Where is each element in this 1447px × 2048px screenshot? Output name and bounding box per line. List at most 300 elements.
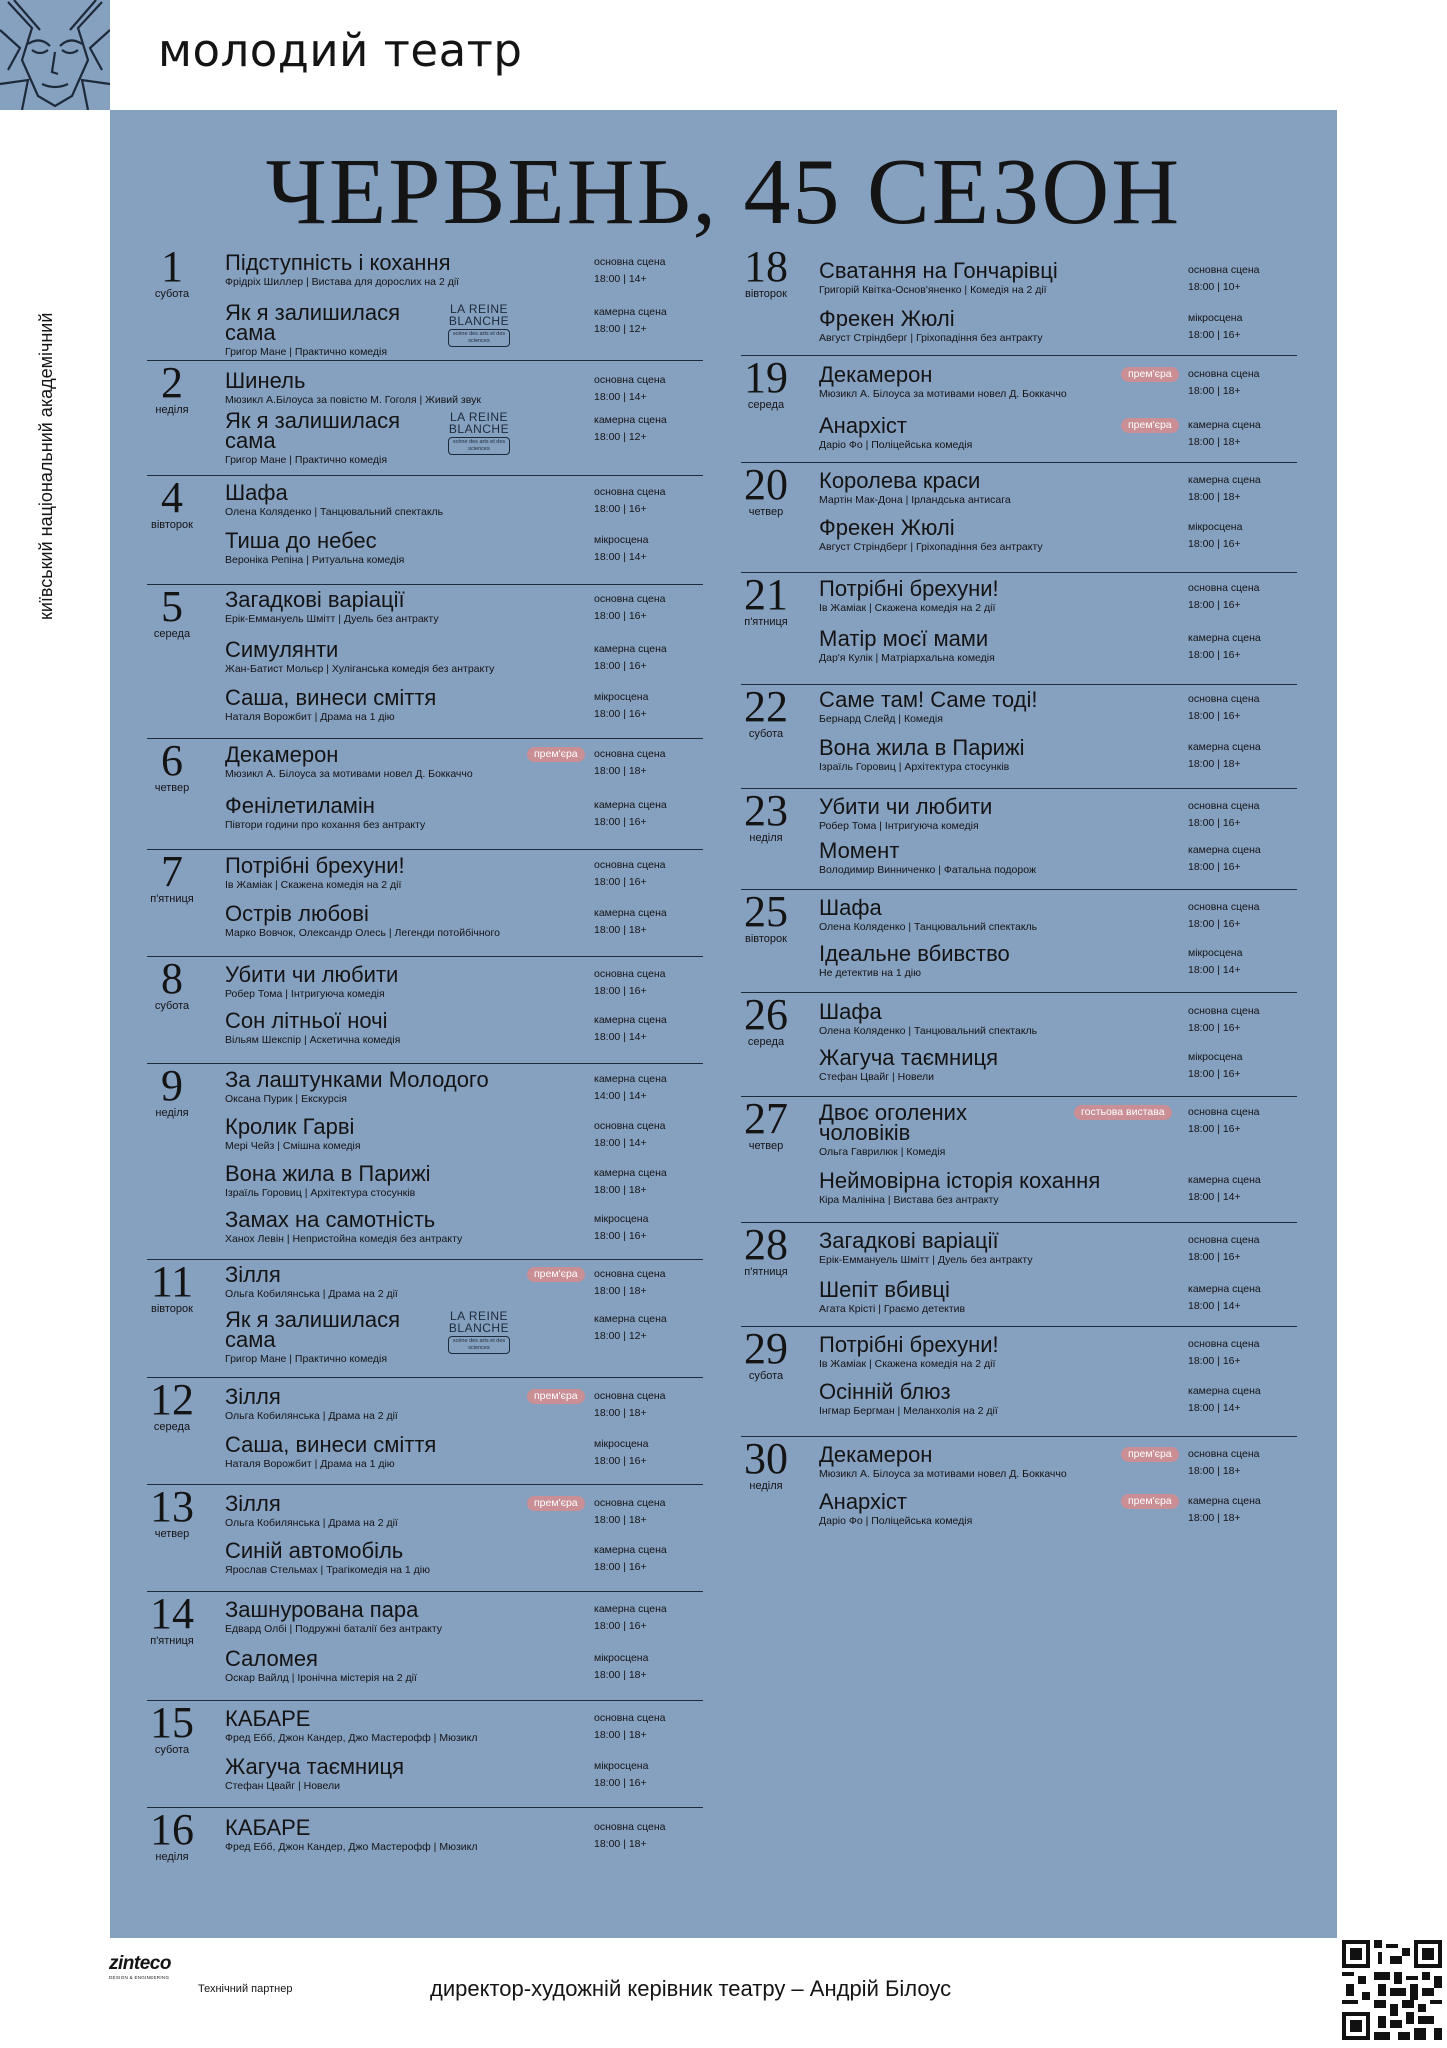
performance-title[interactable]: Потрібні брехуни! (819, 1332, 999, 1357)
performance-entry[interactable] (225, 408, 703, 466)
venue-name: камерна сцена (1188, 1174, 1261, 1186)
day-of-week: неділя (155, 404, 189, 416)
performance-venue (1188, 519, 1242, 553)
performance-details: Ів Жаміак | Скажена комедія на 2 дії (819, 1358, 996, 1370)
performance-details: Мартін Мак-Дона | Ірландська антисага (819, 494, 1011, 506)
performance-details: Едвард Олбі | Подружні баталії без антракту (225, 1623, 443, 1635)
time-age: 18:00 | 14+ (594, 1031, 647, 1043)
performance-venue (594, 1542, 667, 1576)
performance-details: Оскар Вайлд | Іронічна містерія на 2 дії (225, 1672, 417, 1684)
performance-title[interactable]: Осінній блюз (819, 1379, 951, 1404)
venue-name: основна сцена (1188, 693, 1260, 705)
venue-name: камерна сцена (1188, 1283, 1261, 1295)
la-reine-blanche-logo (448, 1310, 510, 1354)
performance-venue (1188, 1003, 1260, 1037)
day-number: 19 (744, 353, 788, 402)
day-block (741, 1220, 1297, 1327)
la-reine-blanche-logo (448, 411, 510, 455)
performance-entry[interactable] (225, 685, 703, 723)
performance-venue (594, 1311, 667, 1345)
time-age: 18:00 | 16+ (594, 876, 647, 888)
performance-details: Інгмар Бергман | Меланхолія на 2 дії (819, 1405, 998, 1417)
time-age: 18:00 | 14+ (1188, 1300, 1241, 1312)
performance-details: Ізраїль Горовиц | Архітектура стосунків (225, 1187, 416, 1199)
reine-line-2: BLANCHE (448, 314, 510, 328)
reine-line-1: LA REINE (449, 1309, 509, 1323)
venue-name: камерна сцена (594, 1313, 667, 1325)
performance-title[interactable]: Загадкові варіації (819, 1228, 999, 1253)
day-of-week: п'ятниця (744, 616, 788, 628)
day-of-week: середа (153, 1421, 191, 1433)
venue-name: мікросцена (594, 1213, 649, 1225)
time-age: 18:00 | 14+ (594, 1137, 647, 1149)
performance-entry[interactable] (225, 1114, 703, 1152)
performance-venue (594, 1601, 667, 1635)
performance-entry[interactable] (225, 1384, 703, 1422)
time-age: 18:00 | 16+ (1188, 649, 1241, 661)
performance-entry[interactable] (225, 587, 703, 625)
venue-name: основна сцена (594, 1268, 666, 1280)
performance-entry[interactable] (819, 1379, 1297, 1417)
performance-details: Мюзикл А. Білоуса за мотивами новел Д. Боккаччо (819, 1468, 1067, 1480)
time-age: 18:00 | 16+ (594, 1455, 647, 1467)
reine-line-2: BLANCHE (448, 1321, 510, 1335)
performance-details: Стефан Цвайг | Новели (225, 1780, 340, 1792)
day-number: 2 (161, 358, 183, 407)
performance-entry[interactable] (819, 258, 1297, 296)
performance-details: Мюзикл А. Білоуса за мотивами новел Д. Боккаччо (225, 768, 473, 780)
performance-venue (1188, 1383, 1261, 1417)
performance-details: Не детектив на 1 дію (819, 967, 922, 979)
day-number: 15 (150, 1698, 194, 1747)
performance-title[interactable]: Вона жила в Парижі (819, 735, 1025, 760)
performance-entry[interactable] (819, 576, 1297, 614)
performance-entry[interactable] (225, 962, 703, 1000)
performance-venue (594, 1012, 667, 1046)
reine-line-1: LA REINE (449, 410, 509, 424)
performance-details: Стефан Цвайг | Новели (819, 1071, 934, 1083)
day-of-week: субота (154, 1000, 190, 1012)
performance-title[interactable]: Жагуча таємниця (225, 1754, 404, 1779)
day-number: 28 (744, 1220, 788, 1269)
performance-title[interactable]: Як я залишилася сама (225, 1307, 401, 1352)
performance-title[interactable]: Неймовірна історія кохання (819, 1168, 1101, 1193)
venue-name: мікросцена (1188, 312, 1243, 324)
day-of-week: п'ятниця (744, 1266, 788, 1278)
performance-entry[interactable] (819, 1489, 1297, 1527)
performance-venue (594, 254, 666, 288)
venue-name: основна сцена (594, 593, 666, 605)
time-age: 18:00 | 16+ (1188, 329, 1241, 341)
performance-title[interactable]: Убити чи любити (225, 962, 399, 987)
day-block (147, 954, 703, 1064)
performance-details: Олена Коляденко | Танцювальний спектакль (225, 506, 444, 518)
performance-entry[interactable] (225, 793, 703, 831)
venue-name: камерна сцена (594, 1167, 667, 1179)
day-of-week: четвер (154, 1528, 190, 1540)
performance-details: Володимир Винниченко | Фатальна подорож (819, 864, 1036, 876)
premiere-badge: прем'єра (1121, 1447, 1179, 1462)
day-of-week: неділя (155, 1107, 189, 1119)
performance-title[interactable]: Потрібні брехуни! (819, 576, 999, 601)
performance-venue (1188, 1336, 1260, 1370)
day-of-week: четвер (748, 506, 784, 518)
performance-title[interactable]: Анархіст (819, 413, 908, 438)
time-age: 18:00 | 18+ (1188, 385, 1241, 397)
performance-entry[interactable] (819, 895, 1297, 933)
performance-details: Олена Коляденко | Танцювальний спектакль (819, 921, 1038, 933)
time-age: 18:00 | 18+ (594, 1669, 647, 1681)
performance-entry[interactable] (225, 1646, 703, 1684)
performance-entry[interactable] (225, 901, 703, 939)
day-number: 27 (744, 1094, 788, 1143)
performance-details: Бернард Слейд | Комедія (819, 713, 943, 725)
time-age: 18:00 | 16+ (594, 660, 647, 672)
performance-details: Наталя Ворожбит | Драма на 1 дію (225, 1458, 395, 1470)
performance-entry[interactable] (819, 626, 1297, 664)
premiere-badge: прем'єра (1121, 1494, 1179, 1509)
performance-title[interactable]: Анархіст (819, 1489, 908, 1514)
performance-venue (1188, 630, 1261, 664)
performance-title[interactable]: Шафа (819, 895, 882, 920)
performance-title[interactable]: Момент (819, 838, 900, 863)
day-block (147, 1482, 703, 1592)
performance-title[interactable]: Зашнурована пара (225, 1597, 419, 1622)
performance-venue (594, 484, 666, 518)
time-age: 18:00 | 12+ (594, 1330, 647, 1342)
theatre-subtitle: київський національний академічний (36, 312, 56, 620)
performance-title[interactable]: Королева краси (819, 468, 981, 493)
performance-title[interactable]: КАБАРЕ (225, 1815, 311, 1840)
performance-entry[interactable] (819, 794, 1297, 832)
performance-title[interactable]: Зілля (225, 1491, 281, 1516)
performance-entry[interactable] (819, 735, 1297, 773)
performance-title[interactable]: Шепіт вбивці (819, 1277, 950, 1302)
day-block (147, 473, 703, 585)
performance-entry[interactable] (819, 999, 1297, 1037)
performance-title[interactable]: Зілля (225, 1384, 281, 1409)
performance-venue (594, 1495, 666, 1529)
day-block (147, 1061, 703, 1260)
performance-entry[interactable] (225, 1706, 703, 1744)
reine-line-2: BLANCHE (448, 422, 510, 436)
performance-details: Фред Ебб, Джон Кандер, Джо Мастерофф | Мюзикл (225, 1732, 478, 1744)
day-block (147, 1698, 703, 1808)
day-of-week: п'ятниця (150, 1635, 194, 1647)
day-number: 7 (161, 847, 183, 896)
performance-venue (594, 1165, 667, 1199)
day-of-week: четвер (154, 782, 190, 794)
performance-title[interactable]: Декамерон (819, 1442, 933, 1467)
performance-venue (594, 1710, 666, 1744)
performance-details: Ольга Гаврилюк | Комедія (819, 1146, 946, 1158)
performance-title[interactable]: КАБАРЕ (225, 1706, 311, 1731)
performance-entry[interactable] (819, 306, 1297, 344)
day-block (741, 1434, 1297, 1537)
performance-title[interactable]: Шафа (819, 999, 882, 1024)
time-age: 18:00 | 10+ (1188, 281, 1241, 293)
performance-venue (594, 857, 666, 891)
venue-name: основна сцена (594, 1390, 666, 1402)
time-age: 18:00 | 18+ (1188, 1465, 1241, 1477)
performance-entry[interactable] (225, 1008, 703, 1046)
performance-venue (1188, 580, 1260, 614)
venue-name: мікросцена (594, 1760, 649, 1772)
time-age: 18:00 | 14+ (1188, 1402, 1241, 1414)
venue-name: камерна сцена (594, 1014, 667, 1026)
performance-details: Даріо Фо | Поліцейська комедія (819, 1515, 973, 1527)
performance-title[interactable]: Саша, винеси сміття (225, 1432, 437, 1457)
performance-venue (594, 746, 666, 780)
performance-venue (1188, 945, 1242, 979)
performance-entry[interactable] (225, 1307, 703, 1365)
day-of-week: неділя (155, 1851, 189, 1863)
performance-title[interactable]: Сон літньої ночі (225, 1008, 388, 1033)
time-age: 18:00 | 18+ (594, 765, 647, 777)
performance-entry[interactable] (225, 637, 703, 675)
performance-title[interactable]: Синій автомобіль (225, 1538, 404, 1563)
performance-title[interactable]: Шафа (225, 480, 288, 505)
day-block (147, 847, 703, 957)
time-age: 18:00 | 16+ (594, 610, 647, 622)
performance-details: Ерік-Еммануель Шмітт | Дуель без антракту (819, 1254, 1033, 1266)
day-block (147, 736, 703, 850)
venue-name: основна сцена (594, 1497, 666, 1509)
day-number: 16 (150, 1805, 194, 1854)
performance-entry[interactable] (225, 1815, 703, 1853)
performance-title[interactable]: Декамерон (819, 362, 933, 387)
venue-name: камерна сцена (594, 1544, 667, 1556)
performance-entry[interactable] (819, 1168, 1297, 1206)
venue-name: камерна сцена (594, 1073, 667, 1085)
time-age: 18:00 | 18+ (594, 924, 647, 936)
venue-name: основна сцена (594, 1821, 666, 1833)
performance-venue (1188, 1232, 1260, 1266)
performance-title[interactable]: Симулянти (225, 637, 339, 662)
performance-entry[interactable] (225, 1432, 703, 1470)
performance-venue (1188, 262, 1260, 296)
performance-entry[interactable] (225, 528, 703, 566)
venue-name: основна сцена (1188, 1448, 1260, 1460)
performance-details: Агата Крісті | Граємо детектив (819, 1303, 966, 1315)
performance-entry[interactable] (225, 1754, 703, 1792)
performance-entry[interactable] (225, 1538, 703, 1576)
performance-details: Фред Ебб, Джон Кандер, Джо Мастерофф | Мюзикл (225, 1841, 478, 1853)
performance-entry[interactable] (819, 468, 1297, 506)
venue-name: камерна сцена (1188, 1495, 1261, 1507)
reine-subtitle: scène des arts et des sciences (448, 329, 510, 347)
performance-entry[interactable] (819, 362, 1297, 400)
performance-venue (1188, 1493, 1261, 1527)
performance-title[interactable]: Зілля (225, 1262, 281, 1287)
venue-name: основна сцена (594, 486, 666, 498)
time-age: 18:00 | 18+ (1188, 1512, 1241, 1524)
day-of-week: неділя (749, 832, 783, 844)
time-age: 18:00 | 16+ (594, 1230, 647, 1242)
performance-title[interactable]: Підступність і кохання (225, 250, 451, 275)
performance-title[interactable]: Острів любові (225, 901, 369, 926)
performance-title[interactable]: Декамерон (225, 742, 339, 767)
performance-entry[interactable] (819, 1332, 1297, 1370)
venue-name: камерна сцена (1188, 632, 1261, 644)
time-age: 18:00 | 16+ (1188, 710, 1241, 722)
venue-name: камерна сцена (1188, 474, 1261, 486)
performance-details: Вільям Шекспір | Аскетична комедія (225, 1034, 401, 1046)
day-number: 5 (161, 582, 183, 631)
venue-name: основна сцена (594, 1120, 666, 1132)
venue-name: камерна сцена (1188, 419, 1261, 431)
performance-venue (1188, 366, 1260, 400)
day-block (741, 887, 1297, 993)
performance-details: Вероніка Репіна | Ритуальна комедія (225, 554, 405, 566)
performance-venue (594, 689, 648, 723)
performance-venue (594, 1071, 667, 1105)
performance-title[interactable]: Саломея (225, 1646, 318, 1671)
venue-name: камерна сцена (594, 306, 667, 318)
performance-details: Кіра Малініна | Вистава без антракту (819, 1194, 999, 1206)
time-age: 18:00 | 14+ (1188, 1191, 1241, 1203)
performance-title[interactable]: Саша, винеси сміття (225, 685, 437, 710)
venue-name: основна сцена (594, 748, 666, 760)
time-age: 18:00 | 12+ (594, 431, 647, 443)
performance-title[interactable]: Матір моєї мами (819, 626, 989, 651)
day-of-week: субота (154, 1744, 190, 1756)
performance-venue (594, 591, 666, 625)
performance-venue (1188, 739, 1261, 773)
performance-venue (594, 304, 667, 338)
performance-details: Олена Коляденко | Танцювальний спектакль (819, 1025, 1038, 1037)
performance-title[interactable]: Саме там! Саме тоді! (819, 687, 1038, 712)
performance-entry[interactable] (225, 480, 703, 518)
day-block (147, 358, 703, 476)
performance-entry[interactable] (819, 838, 1297, 876)
performance-entry[interactable] (819, 1277, 1297, 1315)
performance-details: Оксана Пурик | Екскурсія (225, 1093, 347, 1105)
performance-title[interactable]: Фрекен Жюлі (819, 515, 955, 540)
day-of-week: субота (748, 728, 784, 740)
venue-name: камерна сцена (594, 799, 667, 811)
performance-details: Мюзикл А. Білоуса за мотивами новел Д. Боккаччо (819, 388, 1067, 400)
performance-venue (594, 1266, 666, 1300)
performance-entry[interactable] (225, 300, 703, 358)
performance-title[interactable]: Замах на самотність (225, 1207, 436, 1232)
performance-title[interactable]: Фрекен Жюлі (819, 306, 955, 331)
performance-details: Григор Мане | Практично комедія (225, 346, 388, 358)
time-age: 18:00 | 14+ (594, 273, 647, 285)
day-of-week: середа (747, 1036, 785, 1048)
performance-details: Жан-Батист Мольєр | Хуліганська комедія без антракту (225, 663, 495, 675)
performance-title[interactable]: Кролик Гарві (225, 1114, 355, 1139)
performance-entry[interactable] (819, 1045, 1297, 1083)
performance-title[interactable]: Як я залишилася сама (225, 408, 401, 453)
time-age: 18:00 | 16+ (594, 1777, 647, 1789)
performance-entry[interactable] (225, 368, 703, 406)
performance-title[interactable]: Шинель (225, 368, 306, 393)
performance-title[interactable]: За лаштунками Молодого (225, 1067, 489, 1092)
time-age: 18:00 | 16+ (1188, 1251, 1241, 1263)
venue-name: мікросцена (1188, 521, 1243, 533)
performance-venue (594, 966, 666, 1000)
performance-title[interactable]: Як я залишилася сама (225, 300, 401, 345)
performance-entry[interactable] (819, 687, 1297, 725)
premiere-badge: прем'єра (1121, 367, 1179, 382)
day-number: 18 (744, 242, 788, 291)
qr-code-icon[interactable] (1342, 1940, 1442, 2040)
performance-title[interactable]: Двоє оголених чоловіків (819, 1100, 967, 1145)
day-number: 9 (161, 1061, 183, 1110)
performance-entry[interactable] (225, 1491, 703, 1529)
performance-venue (1188, 691, 1260, 725)
performance-entry[interactable] (225, 1597, 703, 1635)
performance-details: Григор Мане | Практично комедія (225, 454, 388, 466)
performance-details: Август Стріндберг | Гріхопадіння без антракту (819, 332, 1043, 344)
time-age: 18:00 | 16+ (594, 1561, 647, 1573)
performance-title[interactable]: Загадкові варіації (225, 587, 405, 612)
performance-details: Робер Тома | Інтригуюча комедія (225, 988, 385, 1000)
performance-title[interactable]: Ідеальне вбивство (819, 941, 1010, 966)
performance-venue (594, 1650, 648, 1684)
performance-details: Ольга Кобилянська | Драма на 2 дії (225, 1410, 398, 1422)
day-of-week: вівторок (151, 1303, 193, 1315)
venue-name: мікросцена (594, 534, 649, 546)
performance-entry[interactable] (225, 1161, 703, 1199)
performance-title[interactable]: Сватання на Гончарівці (819, 258, 1058, 283)
performance-entry[interactable] (225, 742, 703, 780)
performance-title[interactable]: Жагуча таємниця (819, 1045, 998, 1070)
venue-name: основна сцена (594, 968, 666, 980)
time-age: 18:00 | 16+ (1188, 538, 1241, 550)
performance-details: Ізраїль Горовиц | Архітектура стосунків (819, 761, 1010, 773)
day-block (741, 682, 1297, 789)
performance-title[interactable]: Потрібні брехуни! (225, 853, 405, 878)
performance-entry[interactable] (225, 1067, 703, 1105)
performance-entry[interactable] (819, 1442, 1297, 1480)
performance-entry[interactable] (819, 1228, 1297, 1266)
performance-entry[interactable] (819, 1100, 1297, 1158)
venue-name: камерна сцена (1188, 844, 1261, 856)
performance-details: Григорій Квітка-Основ'яненко | Комедія на 2 дії (819, 284, 1047, 296)
day-number: 4 (161, 473, 183, 522)
performance-entry[interactable] (225, 1207, 703, 1245)
day-number: 20 (744, 460, 788, 509)
performance-entry[interactable] (819, 413, 1297, 451)
time-age: 14:00 | 14+ (594, 1090, 647, 1102)
venue-name: основна сцена (1188, 1234, 1260, 1246)
performance-details: Ів Жаміак | Скажена комедія на 2 дії (819, 602, 996, 614)
performance-entry[interactable] (819, 941, 1297, 979)
day-block (147, 1257, 703, 1378)
time-age: 18:00 | 14+ (594, 551, 647, 563)
time-age: 18:00 | 14+ (1188, 964, 1241, 976)
performance-entry[interactable] (225, 250, 703, 288)
performance-entry[interactable] (819, 515, 1297, 553)
time-age: 18:00 | 18+ (594, 1514, 647, 1526)
venue-name: камерна сцена (594, 414, 667, 426)
time-age: 18:00 | 16+ (1188, 918, 1241, 930)
theatre-name: молодий театр (158, 24, 523, 77)
performance-venue (1188, 1049, 1242, 1083)
performance-venue (1188, 310, 1242, 344)
performance-venue (1188, 417, 1261, 451)
reine-subtitle: scène des arts et des sciences (448, 1336, 510, 1354)
performance-title[interactable]: Фенілетиламін (225, 793, 375, 818)
performance-title[interactable]: Вона жила в Парижі (225, 1161, 431, 1186)
performance-entry[interactable] (225, 1262, 703, 1300)
performance-title[interactable]: Убити чи любити (819, 794, 993, 819)
performance-title[interactable]: Тиша до небес (225, 528, 377, 553)
performance-entry[interactable] (225, 853, 703, 891)
time-age: 18:00 | 18+ (594, 1285, 647, 1297)
